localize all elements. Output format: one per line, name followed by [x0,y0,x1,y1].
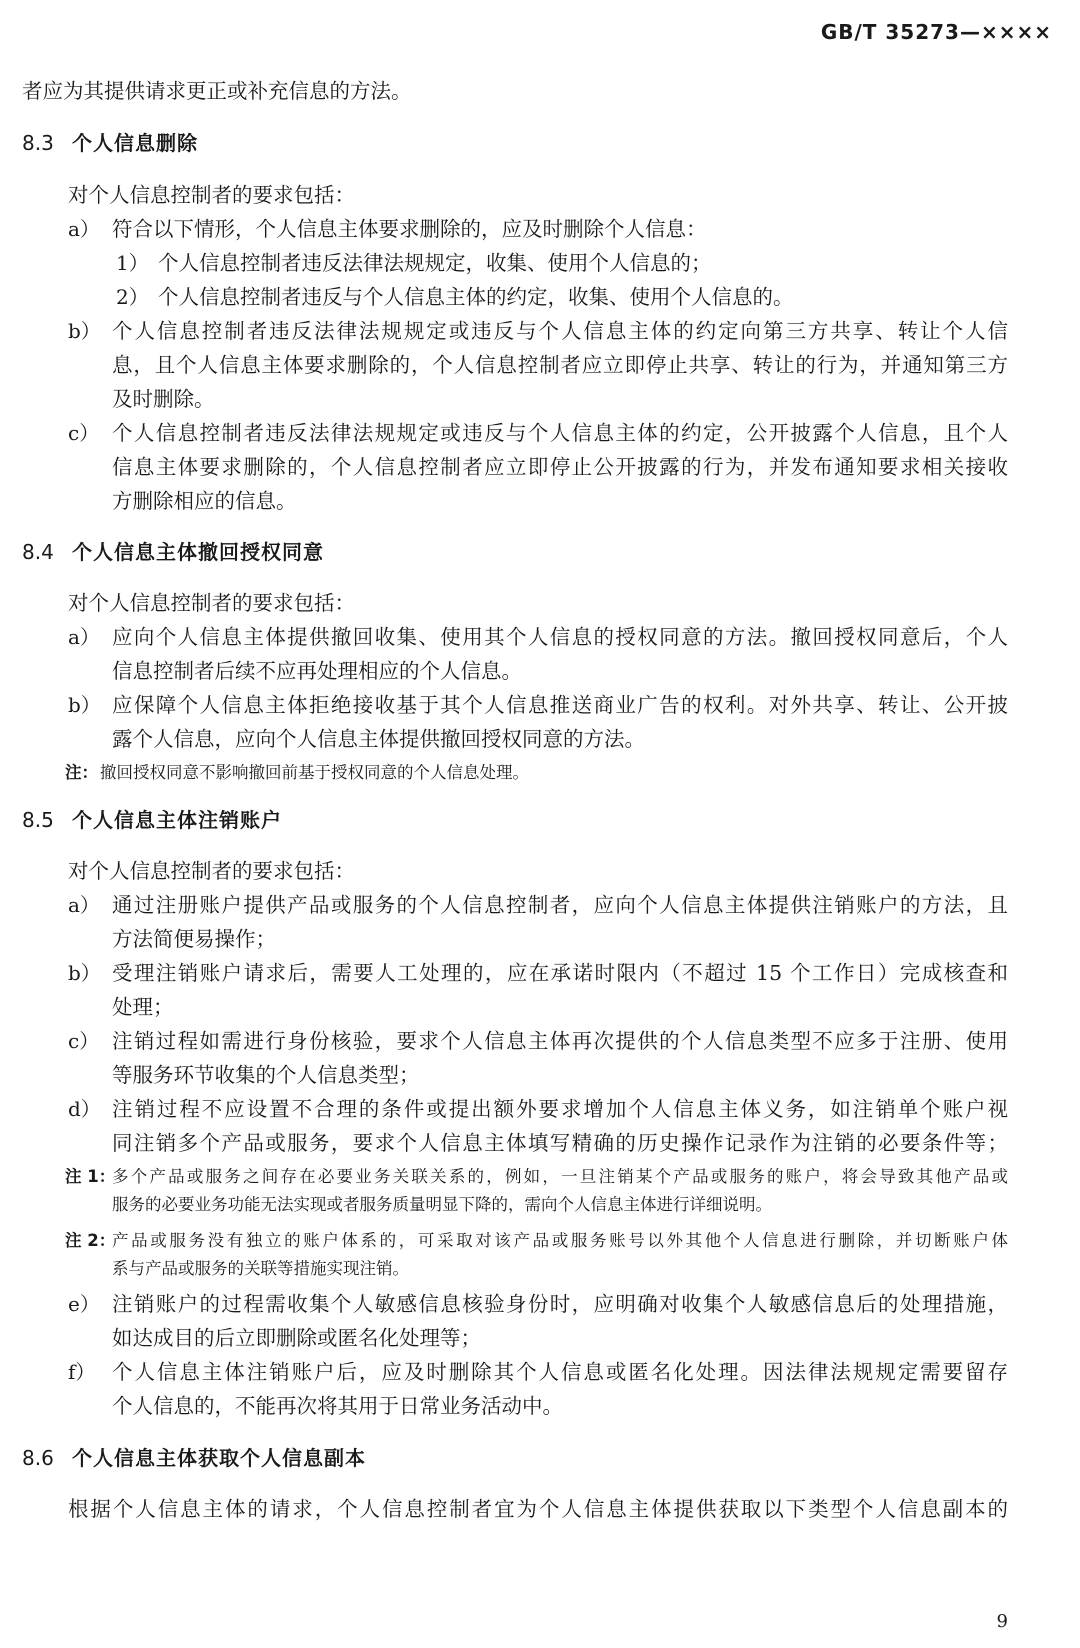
item-text: 等服务环节收集的个人信息类型； [112,1063,420,1087]
item-marker: a） [68,625,100,649]
subitem-text: 个人信息控制者违反法律法规规定，收集、使用个人信息的； [158,251,712,275]
note-1-label: 注 1： [65,1167,116,1186]
subitem-marker: 2） [116,285,149,309]
item-text: 方法简便易操作； [112,927,276,951]
item-marker: b） [68,961,101,985]
item-text: 息，且个人信息主体要求删除的，个人信息控制者应立即停止共享、转让的行为，并通知第三方 [112,353,1008,377]
section-body-text: 根据个人信息主体的请求，个人信息控制者宜为个人信息主体提供获取以下类型个人信息副本的 [68,1497,1008,1521]
note-2-text: 产品或服务没有独立的账户体系的，可采取对该产品或服务账号以外其他个人信息进行删除，并切断账户体 [112,1231,1008,1250]
item-text: 注销过程不应设置不合理的条件或提出额外要求增加个人信息主体义务，如注销单个账户视 [112,1097,1008,1121]
section-8-6-heading [22,1446,366,1470]
section-number: 8.6 [22,1446,54,1470]
note-1-text: 多个产品或服务之间存在必要业务关联关系的，例如，一旦注销某个产品或服务的账户，将会导致其他产品或 [112,1167,1008,1186]
section-8-4-heading [22,540,324,564]
section-lead: 对个人信息控制者的要求包括： [68,591,355,615]
subitem-marker: 1） [116,251,149,275]
note-2-label: 注 2： [65,1231,116,1250]
item-text: 露个人信息，应向个人信息主体提供撤回授权同意的方法。 [112,727,645,751]
note-2-text: 系与产品或服务的关联等措施实现注销。 [112,1259,409,1278]
standard-code-header: GB/T 35273—×××× [820,20,1052,44]
item-text: 符合以下情形，个人信息主体要求删除的，应及时删除个人信息： [112,217,707,241]
section-number: 8.5 [22,808,54,832]
item-marker: b） [68,319,101,343]
section-8-3-heading [22,131,198,155]
section-title: 个人信息主体注销账户 [72,808,282,832]
item-marker: f） [68,1360,96,1384]
page-number: 9 [996,1611,1008,1632]
item-marker: d） [68,1097,101,1121]
section-title: 个人信息主体获取个人信息副本 [72,1446,366,1470]
item-text: 个人信息控制者违反法律法规规定或违反与个人信息主体的约定，公开披露个人信息，且个人 [112,421,1008,445]
item-text: 个人信息的，不能再次将其用于日常业务活动中。 [112,1394,563,1418]
item-marker: a） [68,217,100,241]
item-marker: c） [68,421,100,445]
item-marker: e） [68,1292,100,1316]
item-text: 应保障个人信息主体拒绝接收基于其个人信息推送商业广告的权利。对外共享、转让、公开披 [112,693,1008,717]
note-label: 注： [65,763,98,782]
item-text: 注销过程如需进行身份核验，要求个人信息主体再次提供的个人信息类型不应多于注册、使用 [112,1029,1008,1053]
note-1-text: 服务的必要业务功能无法实现或者服务质量明显下降的，需向个人信息主体进行详细说明。 [112,1195,772,1214]
section-title: 个人信息主体撤回授权同意 [72,540,324,564]
item-text: 受理注销账户请求后，需要人工处理的，应在承诺时限内（不超过 15 个工作日）完成核查和 [112,961,1008,985]
item-text: 个人信息控制者违反法律法规规定或违反与个人信息主体的约定向第三方共享、转让个人信 [112,319,1008,343]
section-lead: 对个人信息控制者的要求包括： [68,183,355,207]
item-text: 及时删除。 [112,387,215,411]
section-8-5-heading [22,808,282,832]
item-text: 信息控制者后续不应再处理相应的个人信息。 [112,659,522,683]
subitem-text: 个人信息控制者违反与个人信息主体的约定，收集、使用个人信息的。 [158,285,794,309]
section-title: 个人信息删除 [72,131,198,155]
section-number: 8.3 [22,131,54,155]
item-text: 应向个人信息主体提供撤回收集、使用其个人信息的授权同意的方法。撤回授权同意后，个人 [112,625,1008,649]
item-text: 注销账户的过程需收集个人敏感信息核验身份时，应明确对收集个人敏感信息后的处理措施， [112,1292,1008,1316]
note-text: 撤回授权同意不影响撤回前基于授权同意的个人信息处理。 [100,763,529,782]
item-text: 通过注册账户提供产品或服务的个人信息控制者，应向个人信息主体提供注销账户的方法，且 [112,893,1008,917]
section-number: 8.4 [22,540,54,564]
item-text: 个人信息主体注销账户后，应及时删除其个人信息或匿名化处理。因法律法规规定需要留存 [112,1360,1008,1384]
item-text: 信息主体要求删除的，个人信息控制者应立即停止公开披露的行为，并发布通知要求相关接收 [112,455,1008,479]
item-marker: a） [68,893,100,917]
intro-line: 者应为其提供请求更正或补充信息的方法。 [22,79,412,103]
item-marker: c） [68,1029,100,1053]
item-text: 如达成目的后立即删除或匿名化处理等； [112,1326,481,1350]
item-marker: b） [68,693,101,717]
item-text: 方删除相应的信息。 [112,489,297,513]
item-text: 同注销多个产品或服务，要求个人信息主体填写精确的历史操作记录作为注销的必要条件等； [112,1131,1008,1155]
section-lead: 对个人信息控制者的要求包括： [68,859,355,883]
item-text: 处理； [112,995,174,1019]
